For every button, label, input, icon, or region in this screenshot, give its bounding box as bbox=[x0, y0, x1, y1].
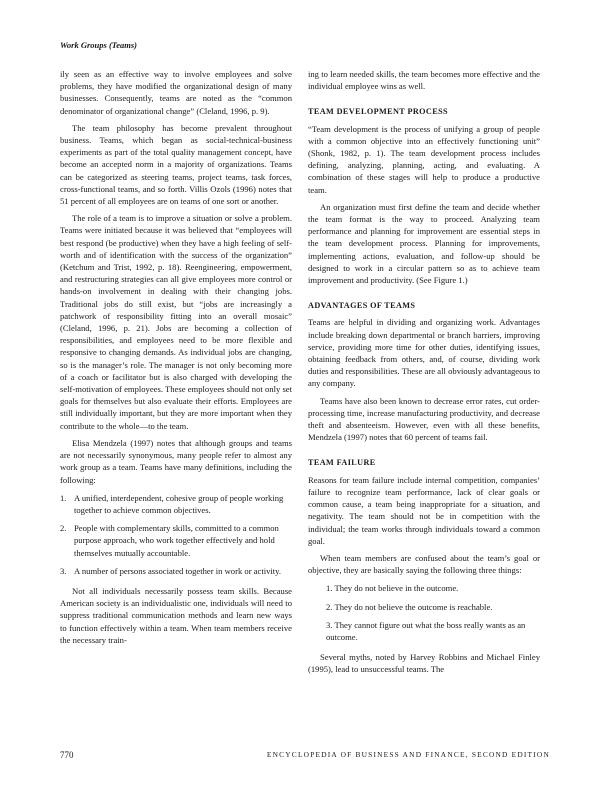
paragraph: Teams are helpful in dividing and organizing work. Advantages include breaking down departmental or branch barriers, improving service, providing more time for other duties, identifying issues, obtaining feedback from others, and, of course, dividing work duties and responsibilities. These are all obviously advantageous to any company. bbox=[308, 317, 540, 389]
paragraph: ily seen as an effective way to involve employees and solve problems, they have modified the organizational design of many businesses. Consequently, teams are noted as the “common denominator of organizational change” (Cleland, 1996, p. 9). bbox=[60, 69, 292, 116]
section-heading: TEAM DEVELOPMENT PROCESS bbox=[308, 107, 449, 117]
paragraph: “Team development is the process of unifying a group of people with a common objective into an effectively functioning unit” (Shonk, 1982, p. 1). The team development process includes defining, analyzing, planning, acting, and evaluating. A combination of these stages will help to produce a productive team. bbox=[308, 123, 540, 195]
page-number: 770 bbox=[60, 750, 74, 760]
paragraph: An organization must first define the team and decide whether the team format is the way to proceed. Analyzing team performance and planning for improvement are essential steps in the team development process. Planning for improvements, implementing actions, evaluation, and follow-up should be designed to work in a circular pattern so as to achieve team improvement and productivity. (See Figure 1.) bbox=[308, 201, 540, 286]
list-text: People with complementary skills, committed to a common purpose approach, who work together effectively and hold themselves mutually accountable. bbox=[74, 523, 279, 558]
list-item: 2. They do not believe the outcome is reachable. bbox=[326, 601, 493, 612]
paragraph: When team members are confused about the team’s goal or objective, they are basically saying the following three things: bbox=[308, 552, 540, 576]
list-item: 1. They do not believe in the outcome. bbox=[326, 583, 459, 594]
paragraph: Not all individuals necessarily possess team skills. Because American society is an individualistic one, individuals will need to suppress traditional communication methods and learn new ways to function effectively within a team. When team members receive the necessary train- bbox=[60, 585, 292, 645]
list-number: 3. bbox=[60, 565, 67, 576]
section-heading: TEAM FAILURE bbox=[308, 458, 376, 468]
section-heading: ADVANTAGES OF TEAMS bbox=[308, 301, 416, 311]
publication-title: ENCYCLOPEDIA OF BUSINESS AND FINANCE, SECOND EDITION bbox=[266, 750, 550, 759]
list-item: 3. They cannot figure out what the boss really wants as an outcome. bbox=[326, 619, 526, 642]
list-item bbox=[60, 522, 292, 559]
reasons-list bbox=[326, 582, 540, 643]
left-column bbox=[60, 68, 292, 651]
list-number: 1. bbox=[60, 492, 67, 503]
paragraph: Reasons for team failure include internal competition, companies’ failure to recognize team performance, lack of clear goals or common cause, a team being inappropriate for a situation, and negativity. The team should not be in competition with the individual; the team works through individuals toward a common goal. bbox=[308, 474, 540, 546]
list-text: A unified, interdependent, cohesive group of people working together to achieve common objectives. bbox=[74, 492, 284, 515]
definitions-list bbox=[60, 492, 292, 577]
paragraph: The role of a team is to improve a situation or solve a problem. Teams were initiated because it was believed that “employees will best respond (be productive) when they have a high feeling of self-worth and of identification with the success of the organization” (Ketchum and Trist, 1992, p. 18). Reengineering, empowerment, and restructuring strategies can all give employees more control or hands-on involvement in dealing with their changing jobs. Traditional jobs do still exist, but “jobs are increasingly a patchwork of responsibility fitting into an overall mosaic” (Cleland, 1996, p. 21). Jobs are becoming a collection of responsibilities, and employees need to be more flexible and responsive to changing demands. As individual jobs are changing, so is the manager’s role. The manager is not only becoming more of a coach or facilitator but is also charged with developing the self-motivation of employees. These employees should not only set goals for themselves but also evaluate their efforts. Employees are still individually important, but they are more important when they contribute to the whole—to the team. bbox=[60, 213, 292, 431]
right-column bbox=[308, 68, 540, 681]
list-item bbox=[60, 565, 292, 577]
list-number: 2. bbox=[60, 523, 67, 534]
running-header: Work Groups (Teams) bbox=[60, 40, 137, 50]
list-item bbox=[60, 492, 292, 516]
paragraph: The team philosophy has become prevalent throughout business. Teams, which began as social-technical-business experiments as part of the total quality management concept, have become an accepted norm in a majority of organizations. Teams can be categorized as steering teams, project teams, task forces, cross-functional teams, and so forth. Villis Ozols (1996) notes that 51 percent of all employees are on teams of one sort or another. bbox=[60, 122, 292, 207]
paragraph: Several myths, noted by Harvey Robbins and Michael Finley (1995), lead to unsuccessful teams. The bbox=[308, 652, 540, 675]
list-text: A number of persons associated together in work or activity. bbox=[74, 565, 282, 576]
paragraph: Elisa Mendzela (1997) notes that although groups and teams are not necessarily synonymous, many people refer to almost any work group as a team. Teams have many definitions, including the following: bbox=[60, 437, 292, 485]
paragraph: Teams have also been known to decrease error rates, cut order-processing time, increase manufacturing productivity, and decrease theft and absenteeism. However, even with all these benefits, Mendzela (1997) notes that 60 percent of teams fail. bbox=[308, 395, 540, 443]
paragraph: ing to learn needed skills, the team becomes more effective and the individual employee wins as well. bbox=[308, 69, 540, 92]
